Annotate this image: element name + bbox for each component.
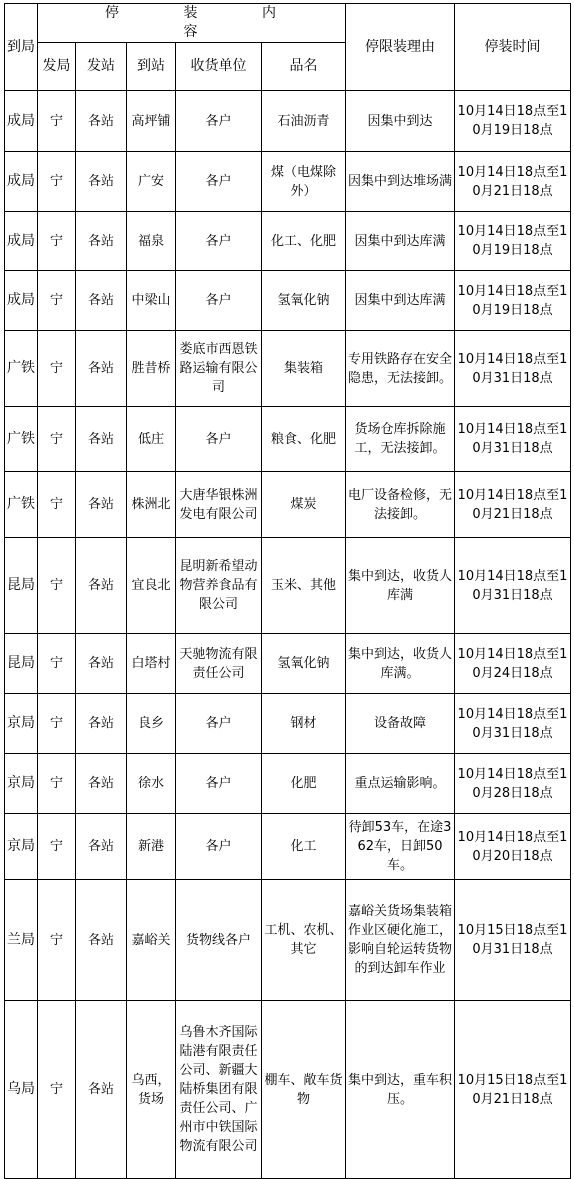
- cell-from-station: 各站: [76, 880, 127, 1001]
- cell-from-bureau: 宁: [38, 331, 76, 407]
- cell-to-bureau: 京局: [5, 754, 38, 814]
- cell-to-bureau: 成局: [5, 271, 38, 331]
- cell-from-station: 各站: [76, 538, 127, 634]
- table-row: [5, 754, 571, 814]
- cell-to-bureau: 昆局: [5, 634, 38, 694]
- header-goods: 品名: [262, 43, 346, 91]
- cell-to-station: 良乡: [127, 694, 176, 754]
- cell-goods: 棚车、敞车货物: [262, 1001, 346, 1179]
- cell-to-station: 株洲北: [127, 472, 176, 538]
- cell-to-bureau: 兰局: [5, 880, 38, 1001]
- cell-goods: 煤（电煤除外）: [262, 152, 346, 212]
- cell-goods: 粮食、化肥: [262, 407, 346, 472]
- cell-from-bureau: 宁: [38, 91, 76, 152]
- cell-goods: 工机、农机、其它: [262, 880, 346, 1001]
- cell-reason: 集中到达，收货人库满: [346, 538, 455, 634]
- cell-to-station: 乌西，货场: [127, 1001, 176, 1179]
- cell-to-bureau: 京局: [5, 694, 38, 754]
- header-from-station: 发站: [76, 43, 127, 91]
- cell-to-bureau: 乌局: [5, 1001, 38, 1179]
- cell-reason: 集中到达，收货人库满。: [346, 634, 455, 694]
- cell-consignee: 各户: [176, 212, 262, 271]
- cell-goods: 化工: [262, 814, 346, 880]
- header-to-bureau: 到局: [5, 4, 38, 91]
- cell-goods: 氢氧化钠: [262, 634, 346, 694]
- cell-consignee: 各户: [176, 814, 262, 880]
- cell-time: 10月14日18点至10月21日18点: [455, 152, 571, 212]
- table-row: [5, 212, 571, 271]
- cell-to-station: 福泉: [127, 212, 176, 271]
- cell-to-bureau: 成局: [5, 152, 38, 212]
- table-row: [5, 538, 571, 634]
- cell-from-station: 各站: [76, 212, 127, 271]
- cell-consignee: 各户: [176, 152, 262, 212]
- cell-time: 10月14日18点至10月31日18点: [455, 331, 571, 407]
- cell-to-bureau: 昆局: [5, 538, 38, 634]
- cell-to-station: 白塔村: [127, 634, 176, 694]
- cell-time: 10月14日18点至10月20日18点: [455, 814, 571, 880]
- cell-from-bureau: 宁: [38, 814, 76, 880]
- cell-from-station: 各站: [76, 91, 127, 152]
- cell-from-station: 各站: [76, 754, 127, 814]
- table-row: [5, 271, 571, 331]
- cell-time: 10月15日18点至10月31日18点: [455, 880, 571, 1001]
- cell-consignee: 昆明新希望动物营养食品有限公司: [176, 538, 262, 634]
- cell-from-bureau: 宁: [38, 634, 76, 694]
- cell-to-station: 新港: [127, 814, 176, 880]
- cell-time: 10月14日18点至10月31日18点: [455, 407, 571, 472]
- cell-to-station: 广安: [127, 152, 176, 212]
- cell-goods: 集装箱: [262, 331, 346, 407]
- cell-consignee: 各户: [176, 694, 262, 754]
- cell-goods: 煤炭: [262, 472, 346, 538]
- cell-from-bureau: 宁: [38, 754, 76, 814]
- cell-time: 10月14日18点至10月21日18点: [455, 472, 571, 538]
- table-row: [5, 407, 571, 472]
- table-row: [5, 91, 571, 152]
- cell-reason: 因集中到达库满: [346, 271, 455, 331]
- cell-consignee: 乌鲁木齐国际陆港有限责任公司、新疆大陆桥集团有限责任公司、广州市中铁国际物流有限公司: [176, 1001, 262, 1179]
- table-row: [5, 1001, 571, 1179]
- cell-from-bureau: 宁: [38, 271, 76, 331]
- cell-time: 10月14日18点至10月19日18点: [455, 212, 571, 271]
- cell-from-bureau: 宁: [38, 472, 76, 538]
- cell-time: 10月14日18点至10月28日18点: [455, 754, 571, 814]
- cell-reason: 因集中到达: [346, 91, 455, 152]
- header-to-station: 到站: [127, 43, 176, 91]
- cell-goods: 氢氧化钠: [262, 271, 346, 331]
- header-consignee: 收货单位: [176, 43, 262, 91]
- cell-from-station: 各站: [76, 331, 127, 407]
- cell-from-station: 各站: [76, 814, 127, 880]
- cell-to-station: 徐水: [127, 754, 176, 814]
- header-row-1: [5, 4, 571, 43]
- cell-consignee: 各户: [176, 754, 262, 814]
- cell-consignee: 天驰物流有限责任公司: [176, 634, 262, 694]
- cell-consignee: 娄底市西恩铁路运输有限公司: [176, 331, 262, 407]
- cell-to-bureau: 成局: [5, 212, 38, 271]
- cell-from-bureau: 宁: [38, 212, 76, 271]
- cell-reason: 集中到达，重车积压。: [346, 1001, 455, 1179]
- cell-goods: 石油沥青: [262, 91, 346, 152]
- cell-consignee: 货物线各户: [176, 880, 262, 1001]
- cell-reason: 专用铁路存在安全隐患，无法接卸。: [346, 331, 455, 407]
- cell-goods: 化工、化肥: [262, 212, 346, 271]
- cell-from-station: 各站: [76, 407, 127, 472]
- cell-to-bureau: 广铁: [5, 331, 38, 407]
- cell-from-bureau: 宁: [38, 538, 76, 634]
- cell-time: 10月15日18点至10月21日18点: [455, 1001, 571, 1179]
- cell-time: 10月14日18点至10月31日18点: [455, 538, 571, 634]
- cell-consignee: 大唐华银株洲发电有限公司: [176, 472, 262, 538]
- table-row: [5, 472, 571, 538]
- table-row: [5, 331, 571, 407]
- cell-reason: 重点运输影响。: [346, 754, 455, 814]
- cell-from-station: 各站: [76, 1001, 127, 1179]
- cell-to-station: 低庄: [127, 407, 176, 472]
- cell-from-station: 各站: [76, 694, 127, 754]
- cell-goods: 化肥: [262, 754, 346, 814]
- cell-from-station: 各站: [76, 634, 127, 694]
- table-row: [5, 152, 571, 212]
- cell-from-bureau: 宁: [38, 407, 76, 472]
- table-body: [5, 91, 571, 1179]
- cell-to-bureau: 广铁: [5, 472, 38, 538]
- cell-to-station: 高坪铺: [127, 91, 176, 152]
- cell-from-bureau: 宁: [38, 880, 76, 1001]
- cell-reason: 因集中到达堆场满: [346, 152, 455, 212]
- cell-reason: 因集中到达库满: [346, 212, 455, 271]
- cell-time: 10月14日18点至10月24日18点: [455, 634, 571, 694]
- cell-to-station: 中梁山: [127, 271, 176, 331]
- cell-goods: 玉米、其他: [262, 538, 346, 634]
- cell-from-bureau: 宁: [38, 152, 76, 212]
- cell-consignee: 各户: [176, 91, 262, 152]
- header-reason: 停限装理由: [346, 4, 455, 91]
- cell-reason: 待卸53车，在途362车，日卸50车。: [346, 814, 455, 880]
- cell-time: 10月14日18点至10月31日18点: [455, 694, 571, 754]
- cell-consignee: 各户: [176, 271, 262, 331]
- cell-to-bureau: 成局: [5, 91, 38, 152]
- cell-goods: 钢材: [262, 694, 346, 754]
- cell-from-station: 各站: [76, 152, 127, 212]
- table-row: [5, 880, 571, 1001]
- cell-to-bureau: 广铁: [5, 407, 38, 472]
- cell-from-bureau: 宁: [38, 1001, 76, 1179]
- cell-from-bureau: 宁: [38, 694, 76, 754]
- cell-to-station: 嘉峪关: [127, 880, 176, 1001]
- cell-from-station: 各站: [76, 271, 127, 331]
- header-from-bureau: 发局: [38, 43, 76, 91]
- cell-reason: 货场仓库拆除施工，无法接卸。: [346, 407, 455, 472]
- table-row: [5, 814, 571, 880]
- stop-loading-table-container: [4, 3, 571, 1179]
- cell-reason: 嘉峪关货场集装箱作业区硬化施工，影响自轮运转货物的到达卸车作业: [346, 880, 455, 1001]
- cell-consignee: 各户: [176, 407, 262, 472]
- cell-from-station: 各站: [76, 472, 127, 538]
- cell-reason: 电厂设备检修，无法接卸。: [346, 472, 455, 538]
- table-row: [5, 634, 571, 694]
- cell-reason: 设备故障: [346, 694, 455, 754]
- table-row: [5, 694, 571, 754]
- cell-to-station: 宜良北: [127, 538, 176, 634]
- header-time: 停装时间: [455, 4, 571, 91]
- cell-to-bureau: 京局: [5, 814, 38, 880]
- header-content-group: 停 装 内 容: [38, 4, 346, 43]
- cell-time: 10月14日18点至10月19日18点: [455, 271, 571, 331]
- cell-time: 10月14日18点至10月19日18点: [455, 91, 571, 152]
- cell-to-station: 胜昔桥: [127, 331, 176, 407]
- stop-loading-table: [4, 3, 571, 1179]
